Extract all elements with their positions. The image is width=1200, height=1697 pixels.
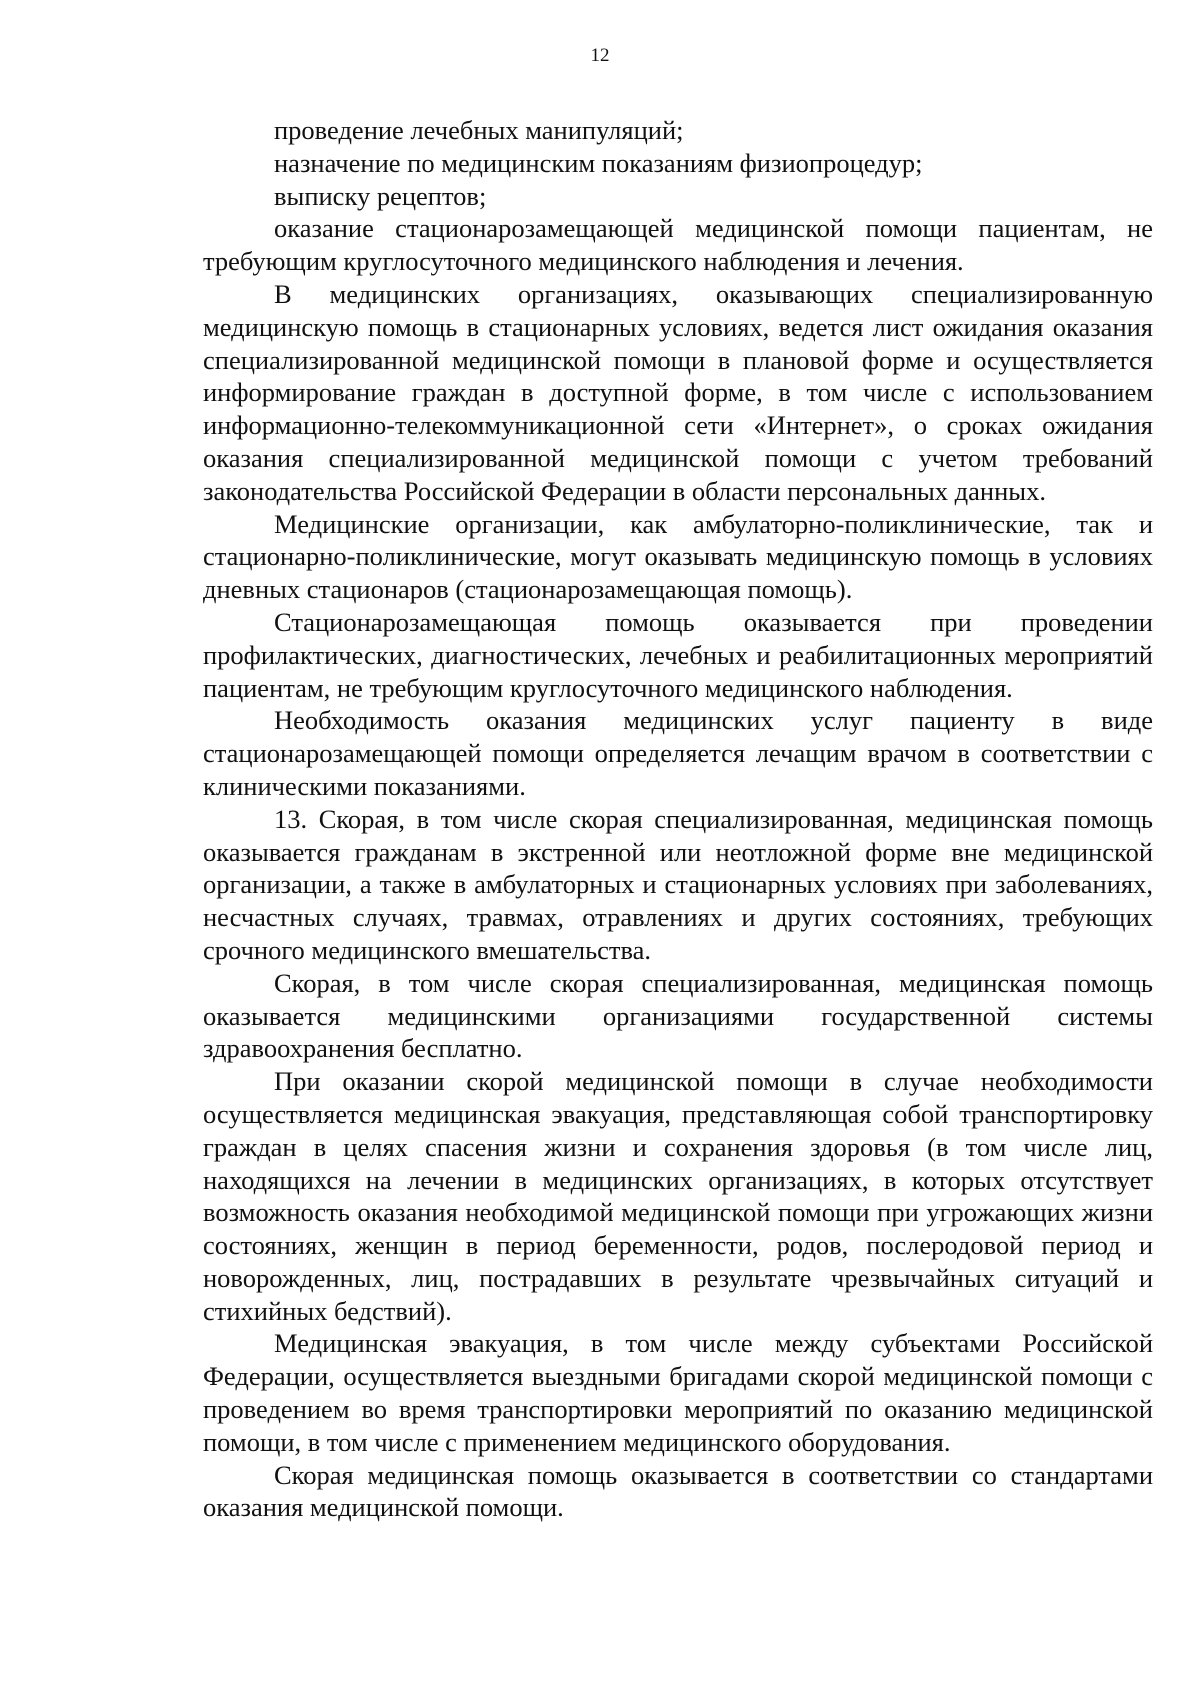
paragraph-evacuation-teams: Медицинская эвакуация, в том числе между субъектами Российской Федерации, осуществляется выездными бригадами скорой медицинской помощи с проведением во время транспортировки мероприятий по оказанию медицинской помощи, в том числе с применением медицинского оборудования. (203, 1328, 1153, 1457)
paragraph-day-hospitals: Медицинские организации, как амбулаторно-поликлинические, так и стационарно-поликлинические, могут оказывать медицинскую помощь в условиях дневных стационаров (стационарозамещающая помощь). (203, 508, 1153, 605)
list-item-day-care: оказание стационарозамещающей медицинской помощи пациентам, не требующим круглосуточного медицинского наблюдения и лечения. (203, 213, 1153, 277)
paragraph-waiting-list: В медицинских организациях, оказывающих специализированную медицинскую помощь в стационарных условиях, ведется лист ожидания оказания специализированной медицинской помощи в плановой форме и осуществляется информирование граждан в доступной форме, в том числе с использованием информационно-телекоммуникационной сети «Интернет», о сроках ожидания оказания специализированной медицинской помощи с учетом требований законодательства Российской Федерации в области персональных данных. (203, 278, 1153, 506)
paragraph-emergency-standards: Скорая медицинская помощь оказывается в соответствии со стандартами оказания медицинской помощи. (203, 1459, 1153, 1523)
list-item-prescriptions: выписку рецептов; (274, 180, 487, 211)
paragraph-emergency-free-of-charge: Скорая, в том числе скорая специализированная, медицинская помощь оказывается медицинскими организациями государственной системы здравоохранения бесплатно. (203, 967, 1153, 1064)
page-number: 12 (590, 45, 610, 66)
paragraph-medical-evacuation: При оказании скорой медицинской помощи в случае необходимости осуществляется медицинская эвакуация, представляющая собой транспортировку граждан в целях спасения жизни и сохранения здоровья (в том числе лиц, находящихся на лечении в медицинских организациях, в которых отсутствует возможность оказания необходимой медицинской помощи при угрожающих жизни состояниях, женщин в период беременности, родов, послеродовой период и новорожденных, лиц, пострадавших в результате чрезвычайных ситуаций и стихийных бедствий). (203, 1066, 1153, 1326)
paragraph-day-care-necessity: Необходимость оказания медицинских услуг пациенту в виде стационарозамещающей помощи определяется лечащим врачом в соответствии с клиническими показаниями. (203, 705, 1153, 801)
document-body (203, 114, 1153, 1524)
list-item-physiotherapy: назначение по медицинским показаниям физиопроцедур; (274, 147, 923, 178)
paragraph-day-care-provision: Стационарозамещающая помощь оказывается при проведении профилактических, диагностических, лечебных и реабилитационных мероприятий пациентам, не требующим круглосуточного медицинского наблюдения. (203, 606, 1153, 703)
list-item-therapeutic-manipulations: проведение лечебных манипуляций; (274, 115, 684, 145)
paragraph-section-13-emergency-care: 13. Скорая, в том числе скорая специализированная, медицинская помощь оказывается гражданам в экстренной или неотложной форме вне медицинской организации, а также в амбулаторных и стационарных условиях при заболеваниях, несчастных случаях, травмах, отравлениях и других состояниях, требующих срочного медицинского вмешательства. (203, 803, 1153, 965)
